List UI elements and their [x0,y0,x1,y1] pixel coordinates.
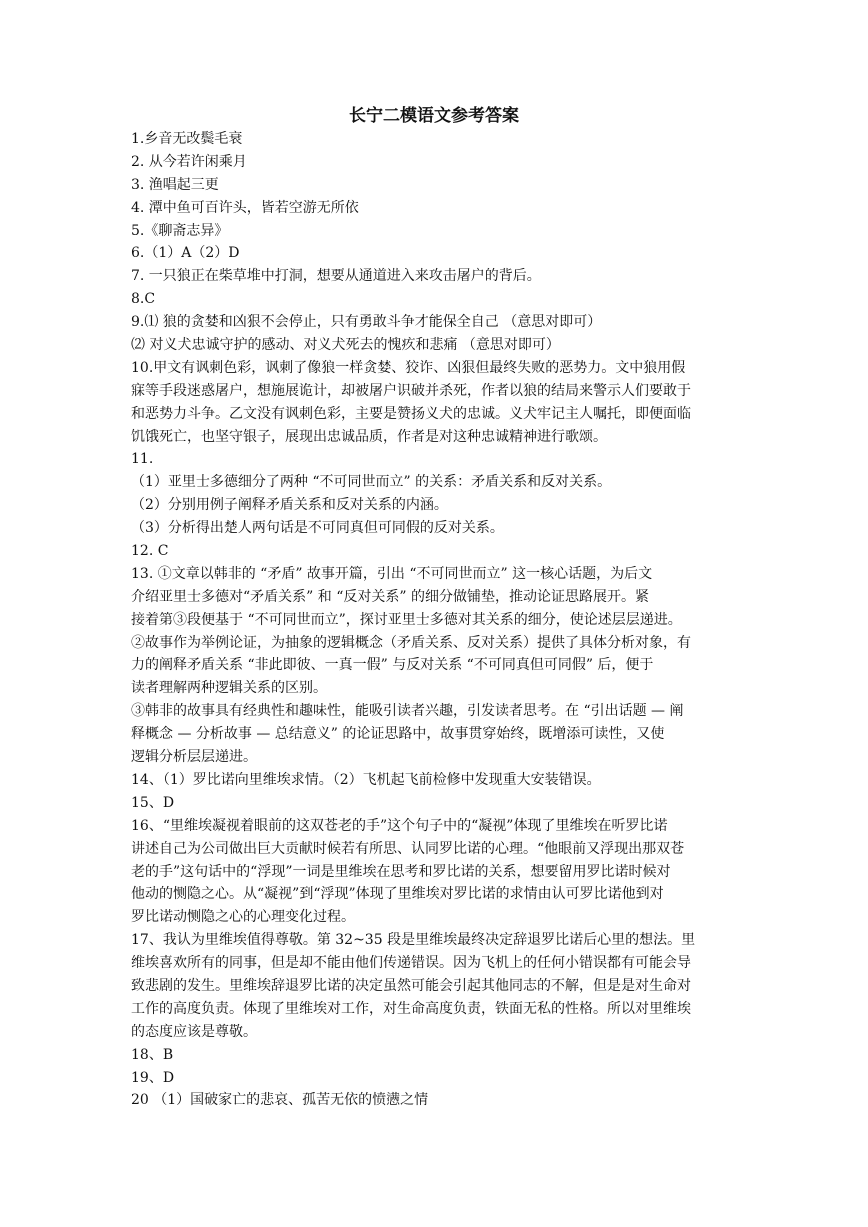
answer-line: 3. 渔唱起三更 [131,176,219,193]
answer-line: 15、D [131,794,175,811]
answer-line: 18、B [131,1046,174,1063]
answer-line: 16、“里维埃凝视着眼前的这双苍老的手”这个句子中的“凝视”体现了里维埃在听罗比诺 [131,817,668,834]
answer-line: 20 （1）国破家亡的悲哀、孤苦无依的愤懑之情 [131,1092,429,1109]
answer-line: 介绍亚里士多德对“矛盾关系” 和 “反对关系” 的细分做铺垫，推动论证思路展开。紧 [131,588,649,605]
document-title: 长宁二模语文参考答案 [349,106,519,126]
answer-line: 10.甲文有讽刺色彩，讽刺了像狼一样贪婪、狡诈、凶狠但最终失败的恶势力。文中狼用假 [131,359,686,376]
answer-line: 维埃喜欢所有的同事，但是却不能由他们传递错误。因为飞机上的任何小错误都有可能会导 [131,955,691,972]
answer-line: 读者理解两种逻辑关系的区别。 [131,680,327,697]
answer-line: 12. C [131,543,169,560]
answer-line: 力的阐释矛盾关系 “非此即彼、一真一假” 与反对关系 “不可同真但可同假” 后，便于 [131,657,654,674]
answer-line: 的态度应该是尊敬。 [131,1023,257,1040]
answer-line: 6.（1）A（2）D [131,245,240,262]
answer-line: 11. [131,451,154,468]
answer-line: 5.《聊斋志异》 [131,222,229,239]
answer-line: 和恶势力斗争。乙文没有讽刺色彩，主要是赞扬义犬的忠诚。义犬牢记主人嘱托，即便面临 [131,405,691,422]
answer-line: 7. 一只狼正在柴草堆中打洞，想要从通道进入来攻击屠户的背后。 [131,268,541,285]
answer-line: ②故事作为举例论证，为抽象的逻辑概念（矛盾关系、反对关系）提供了具体分析对象，有 [131,634,691,651]
answer-line: 9.⑴ 狼的贪婪和凶狠不会停止，只有勇敢斗争才能保全自己 （意思对即可） [131,314,602,331]
answer-line: 寐等手段迷惑屠户，想施展诡计，却被屠户识破并杀死，作者以狼的结局来警示人们要敢于 [131,382,691,399]
answer-line: 14、（1）罗比诺向里维埃求情。（2）飞机起飞前检修中发现重大安装错误。 [131,771,601,788]
answer-line: 致悲剧的发生。里维埃辞退罗比诺的决定虽然可能会引起其他同志的不解，但是是对生命对 [131,977,691,994]
answer-line: 讲述自己为公司做出巨大贡献时候若有所思、认同罗比诺的心理。“他眼前又浮现出那双苍 [131,840,685,857]
answer-line: 逻辑分析层层递进。 [131,749,257,766]
answer-line: 罗比诺动恻隐之心的心理变化过程。 [131,909,355,926]
answer-line: 13. ①文章以韩非的 “矛盾” 故事开篇，引出 “不可同世而立” 这一核心话题，为后文 [131,565,653,582]
answer-line: （3）分析得出楚人两句话是不可同真但可同假的反对关系。 [131,520,504,537]
answer-line: 他动的恻隐之心。从“凝视”到“浮现”体现了里维埃对罗比诺的求情由认可罗比诺他到对 [131,886,664,903]
answer-line: 工作的高度负责。体现了里维埃对工作，对生命高度负责，铁面无私的性格。所以对里维埃 [131,1000,691,1017]
answer-line: ⑵ 对义犬忠诚守护的感动、对义犬死去的愧疚和悲痛 （意思对即可） [131,337,560,354]
answer-line: 4. 潭中鱼可百许头，皆若空游无所依 [131,199,359,216]
answer-line: 1.乡音无改鬓毛衰 [131,131,243,147]
answer-line: ③韩非的故事具有经典性和趣味性，能吸引读者兴趣，引发读者思考。在 “引出话题 — 阐 [131,703,684,720]
answer-line: （1）亚里士多德细分了两种 “不可同世而立” 的关系：矛盾关系和反对关系。 [131,474,612,491]
answer-line: （2）分别用例子阐释矛盾关系和反对关系的内涵。 [131,497,448,514]
answer-line: 8.C [131,291,156,308]
answer-line: 饥饿死亡，也坚守银子，展现出忠诚品质，作者是对这种忠诚精神进行歌颂。 [131,428,607,445]
answer-line: 接着第③段便基于 “不可同世而立”，探讨亚里士多德对其关系的细分，使论述层层递进。 [131,611,682,628]
answer-line: 17、我认为里维埃值得尊敬。第 32~35 段是里维埃最终决定辞退罗比诺后心里的想法。里 [131,932,696,949]
answer-line: 老的手”这句话中的“浮现”一词是里维埃在思考和罗比诺的关系，想要留用罗比诺时候对 [131,863,671,880]
answer-body [131,128,751,1112]
answer-line: 释概念 — 分析故事 — 总结意义” 的论证思路中，故事贯穿始终，既增添可读性，又使 [131,726,665,743]
answer-line: 19、D [131,1069,175,1086]
answer-line: 2. 从今若许闲乘月 [131,153,247,170]
